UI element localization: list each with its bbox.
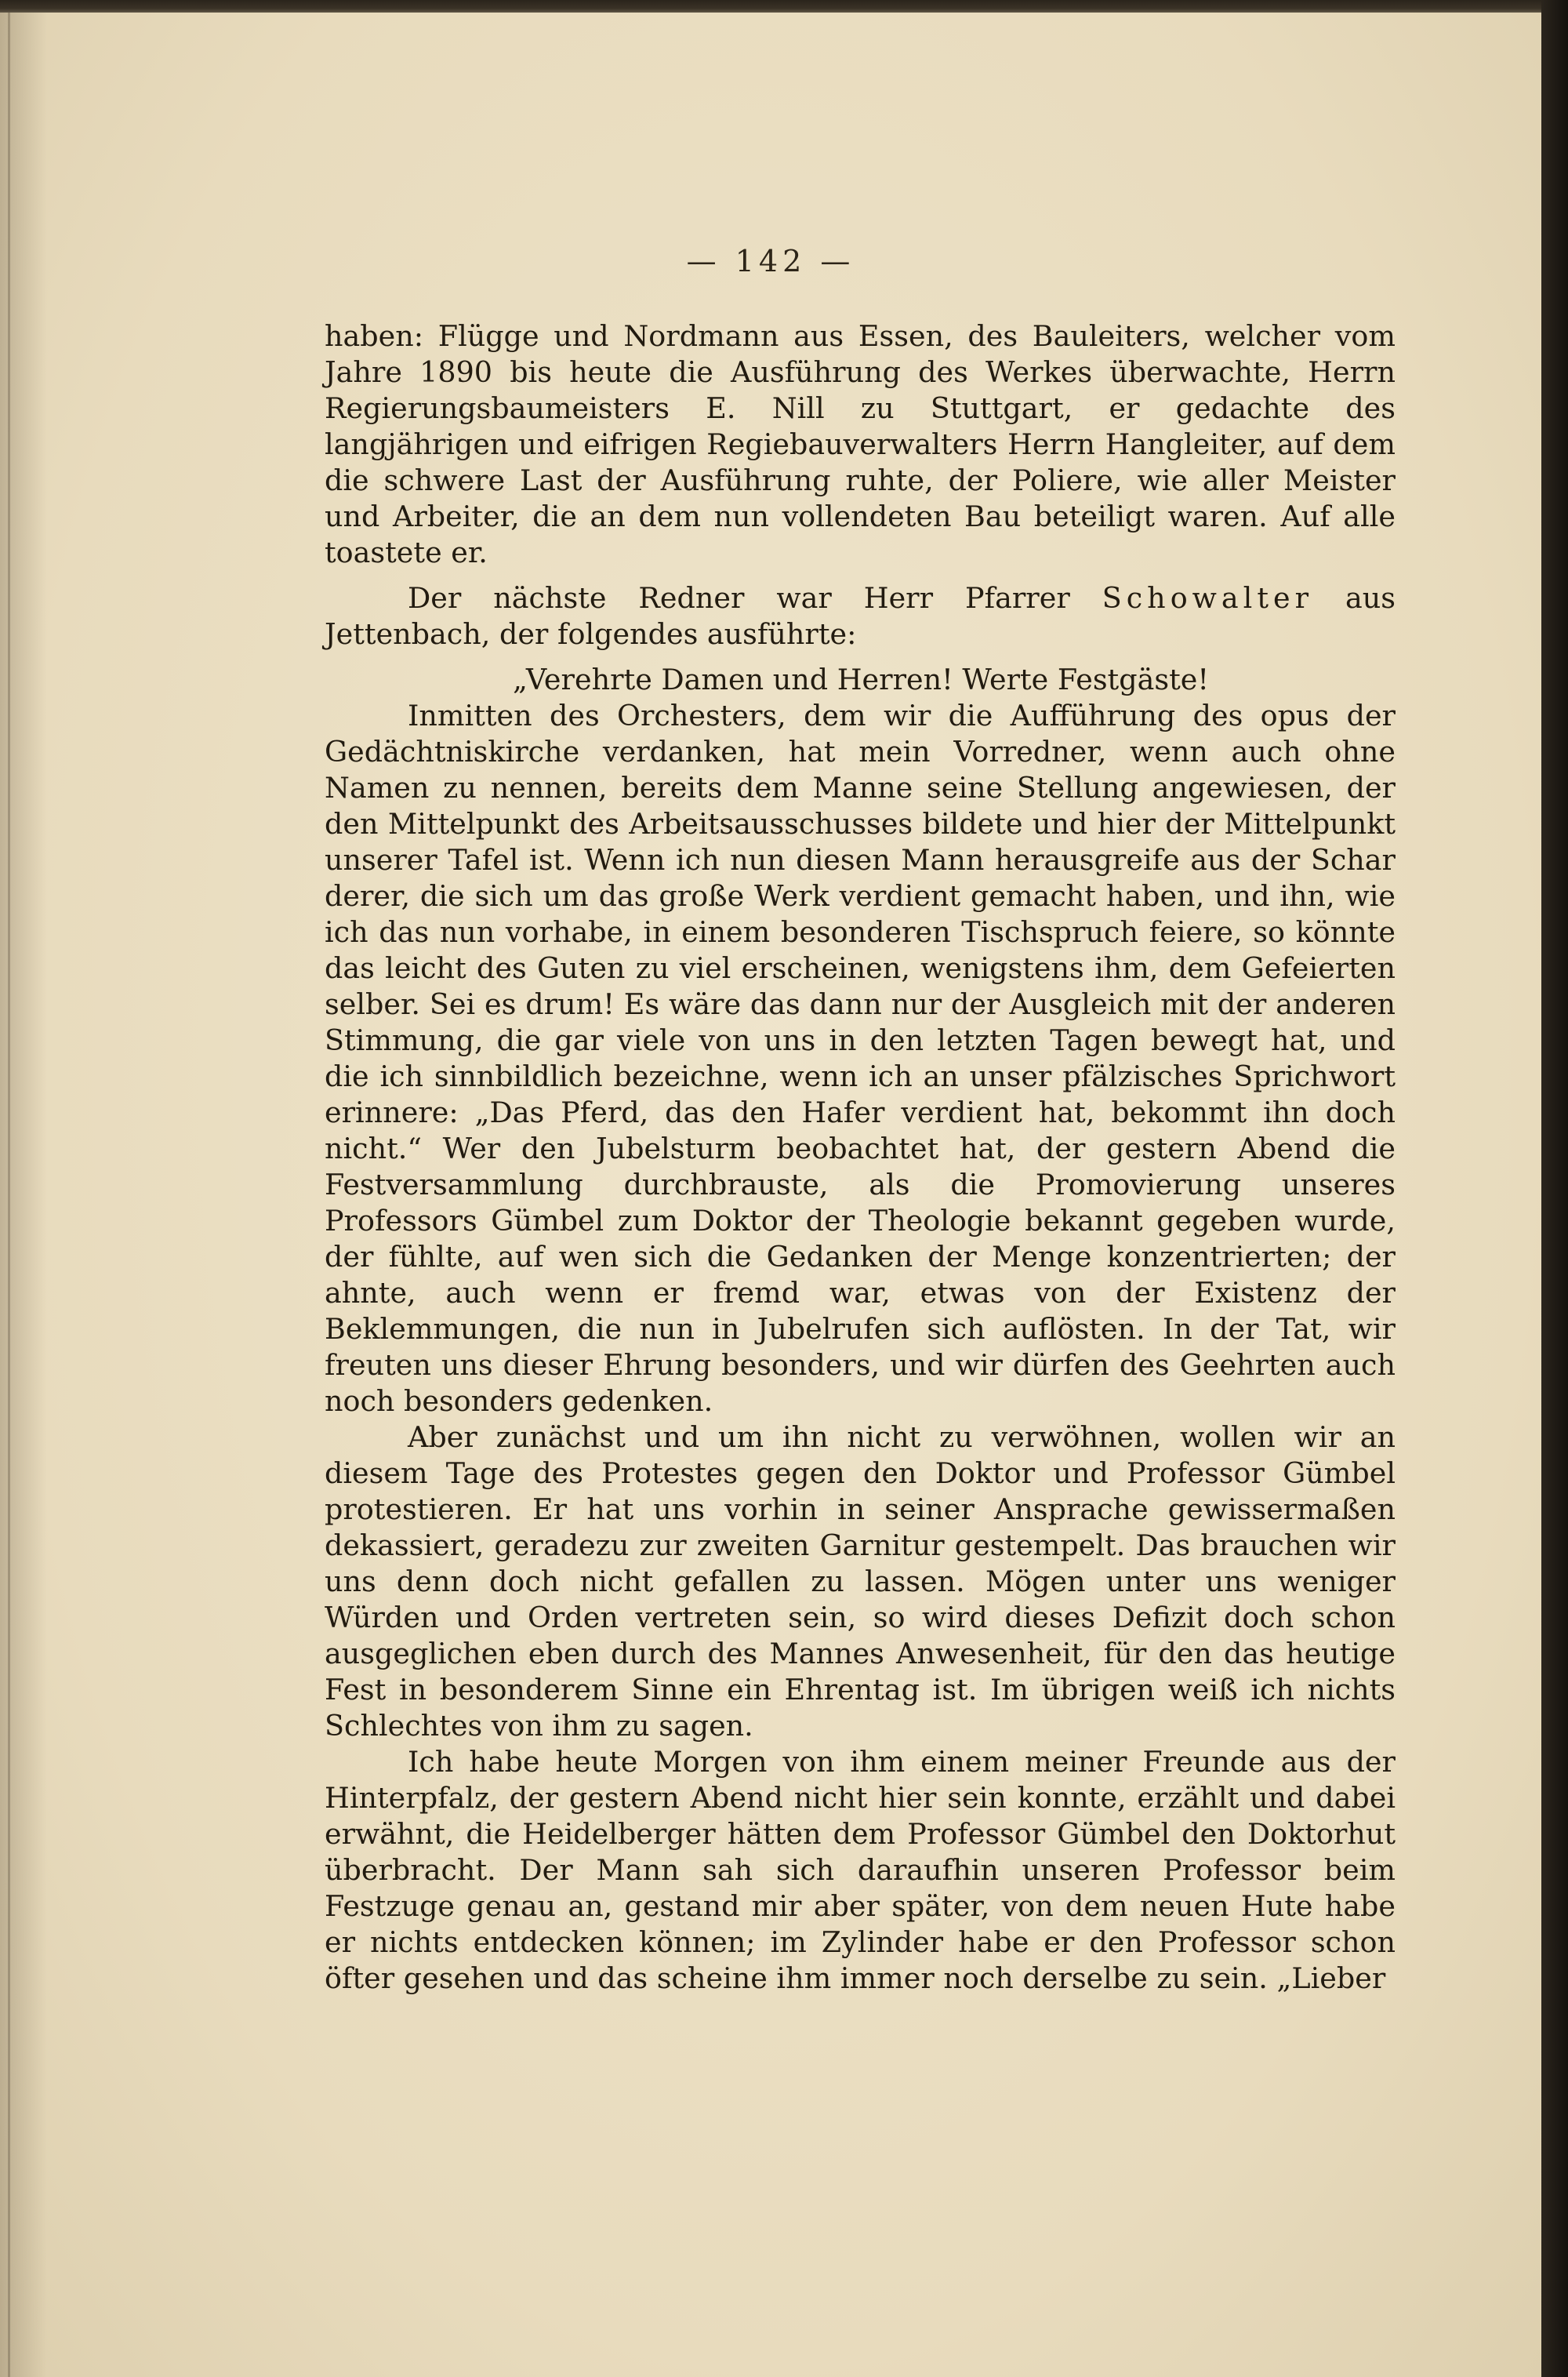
- page-number: — 142 —: [686, 244, 855, 278]
- body-text: [325, 318, 1396, 1997]
- salutation: „Verehrte Damen und Herren! Werte Festgäste!: [513, 663, 1210, 696]
- paragraph-2-before: Der nächste Redner war Herr Pfarrer: [408, 581, 1102, 615]
- paragraph-2-after: aus Jettenbach, der folgendes ausführte:: [325, 581, 1396, 651]
- binding-shadow: [0, 13, 47, 2377]
- paragraph-1: haben: Flügge und Nordmann aus Essen, des Bauleiters, welcher vom Jahre 1890 bis heute die Ausführung des Werkes überwachte, Herrn Regierungsbaumeisters E. Nill zu Stuttgart, er gedachte des langjährigen und eifrigen Regiebauverwalters Herrn Hangleiter, auf dem die schwere Last der Ausführung ruhte, der Poliere, wie aller Meister und Arbeiter, die an dem nun vollendeten Bau beteiligt waren. Auf alle toastete er.: [325, 319, 1396, 569]
- paragraph-2: [325, 580, 1396, 652]
- book-page: [0, 13, 1541, 2377]
- paragraph-5: Aber zunächst und um ihn nicht zu verwöhnen, wollen wir an diesem Tage des Protestes gegen den Doktor und Professor Gümbel protestieren. Er hat uns vorhin in seiner Ansprache gewissermaßen dekassiert, geradezu zur zweiten Garnitur gestempelt. Das brauchen wir uns denn doch nicht gefallen zu lassen. Mögen unter uns weniger Würden und Orden vertreten sein, so wird dieses Defizit doch schon ausgeglichen eben durch des Mannes Anwesenheit, für den das heutige Fest in besonderem Sinne ein Ehrentag ist. Im übrigen weiß ich nichts Schlechtes von ihm zu sagen.: [325, 1420, 1396, 1743]
- paragraph-6: Ich habe heute Morgen von ihm einem meiner Freunde aus der Hinterpfalz, der gestern Abend nicht hier sein konnte, erzählt und dabei erwähnt, die Heidelberger hätten dem Professor Gümbel den Doktorhut überbracht. Der Mann sah sich daraufhin unseren Professor beim Festzuge genau an, gestand mir aber später, von dem neuen Hute habe er nichts entdecken können; im Zylinder habe er den Professor schon öfter gesehen und das scheine ihm immer noch derselbe zu sein. „Lieber: [325, 1745, 1396, 1995]
- scan-right-edge: [1541, 0, 1568, 2377]
- binding-line: [8, 13, 10, 2377]
- paragraph-4: Inmitten des Orchesters, dem wir die Aufführung des opus der Gedächtniskirche verdanken, hat mein Vorredner, wenn auch ohne Namen zu nennen, bereits dem Manne seine Stellung angewiesen, der den Mittelpunkt des Arbeitsausschusses bildete und hier der Mittelpunkt unserer Tafel ist. Wenn ich nun diesen Mann herausgreife aus der Schar derer, die sich um das große Werk verdient gemacht haben, und ihn, wie ich das nun vorhabe, in einem besonderen Tischspruch feiere, so könnte das leicht des Guten zu viel erscheinen, wenigstens ihm, dem Gefeierten selber. Sei es drum! Es wäre das dann nur der Ausgleich mit der anderen Stimmung, die gar viele von uns in den letzten Tagen bewegt hat, und die ich sinnbildlich bezeichne, wenn ich an unser pfälzisches Sprichwort erinnere: „Das Pferd, das den Hafer verdient hat, bekommt ihn doch nicht.“ Wer den Jubelsturm beobachtet hat, der gestern Abend die Festversammlung durchbrauste, als die Promovierung unseres Professors Gümbel zum Doktor der Theologie bekannt gegeben wurde, der fühlte, auf wen sich die Gedanken der Menge konzentrierten; der ahnte, auch wenn er fremd war, etwas von der Existenz der Beklemmungen, die nun in Jubelrufen sich auflösten. In der Tat, wir freuten uns dieser Ehrung besonders, und wir dürfen des Geehrten auch noch besonders gedenken.: [325, 699, 1396, 1418]
- speaker-name: Schowalter: [1102, 581, 1314, 615]
